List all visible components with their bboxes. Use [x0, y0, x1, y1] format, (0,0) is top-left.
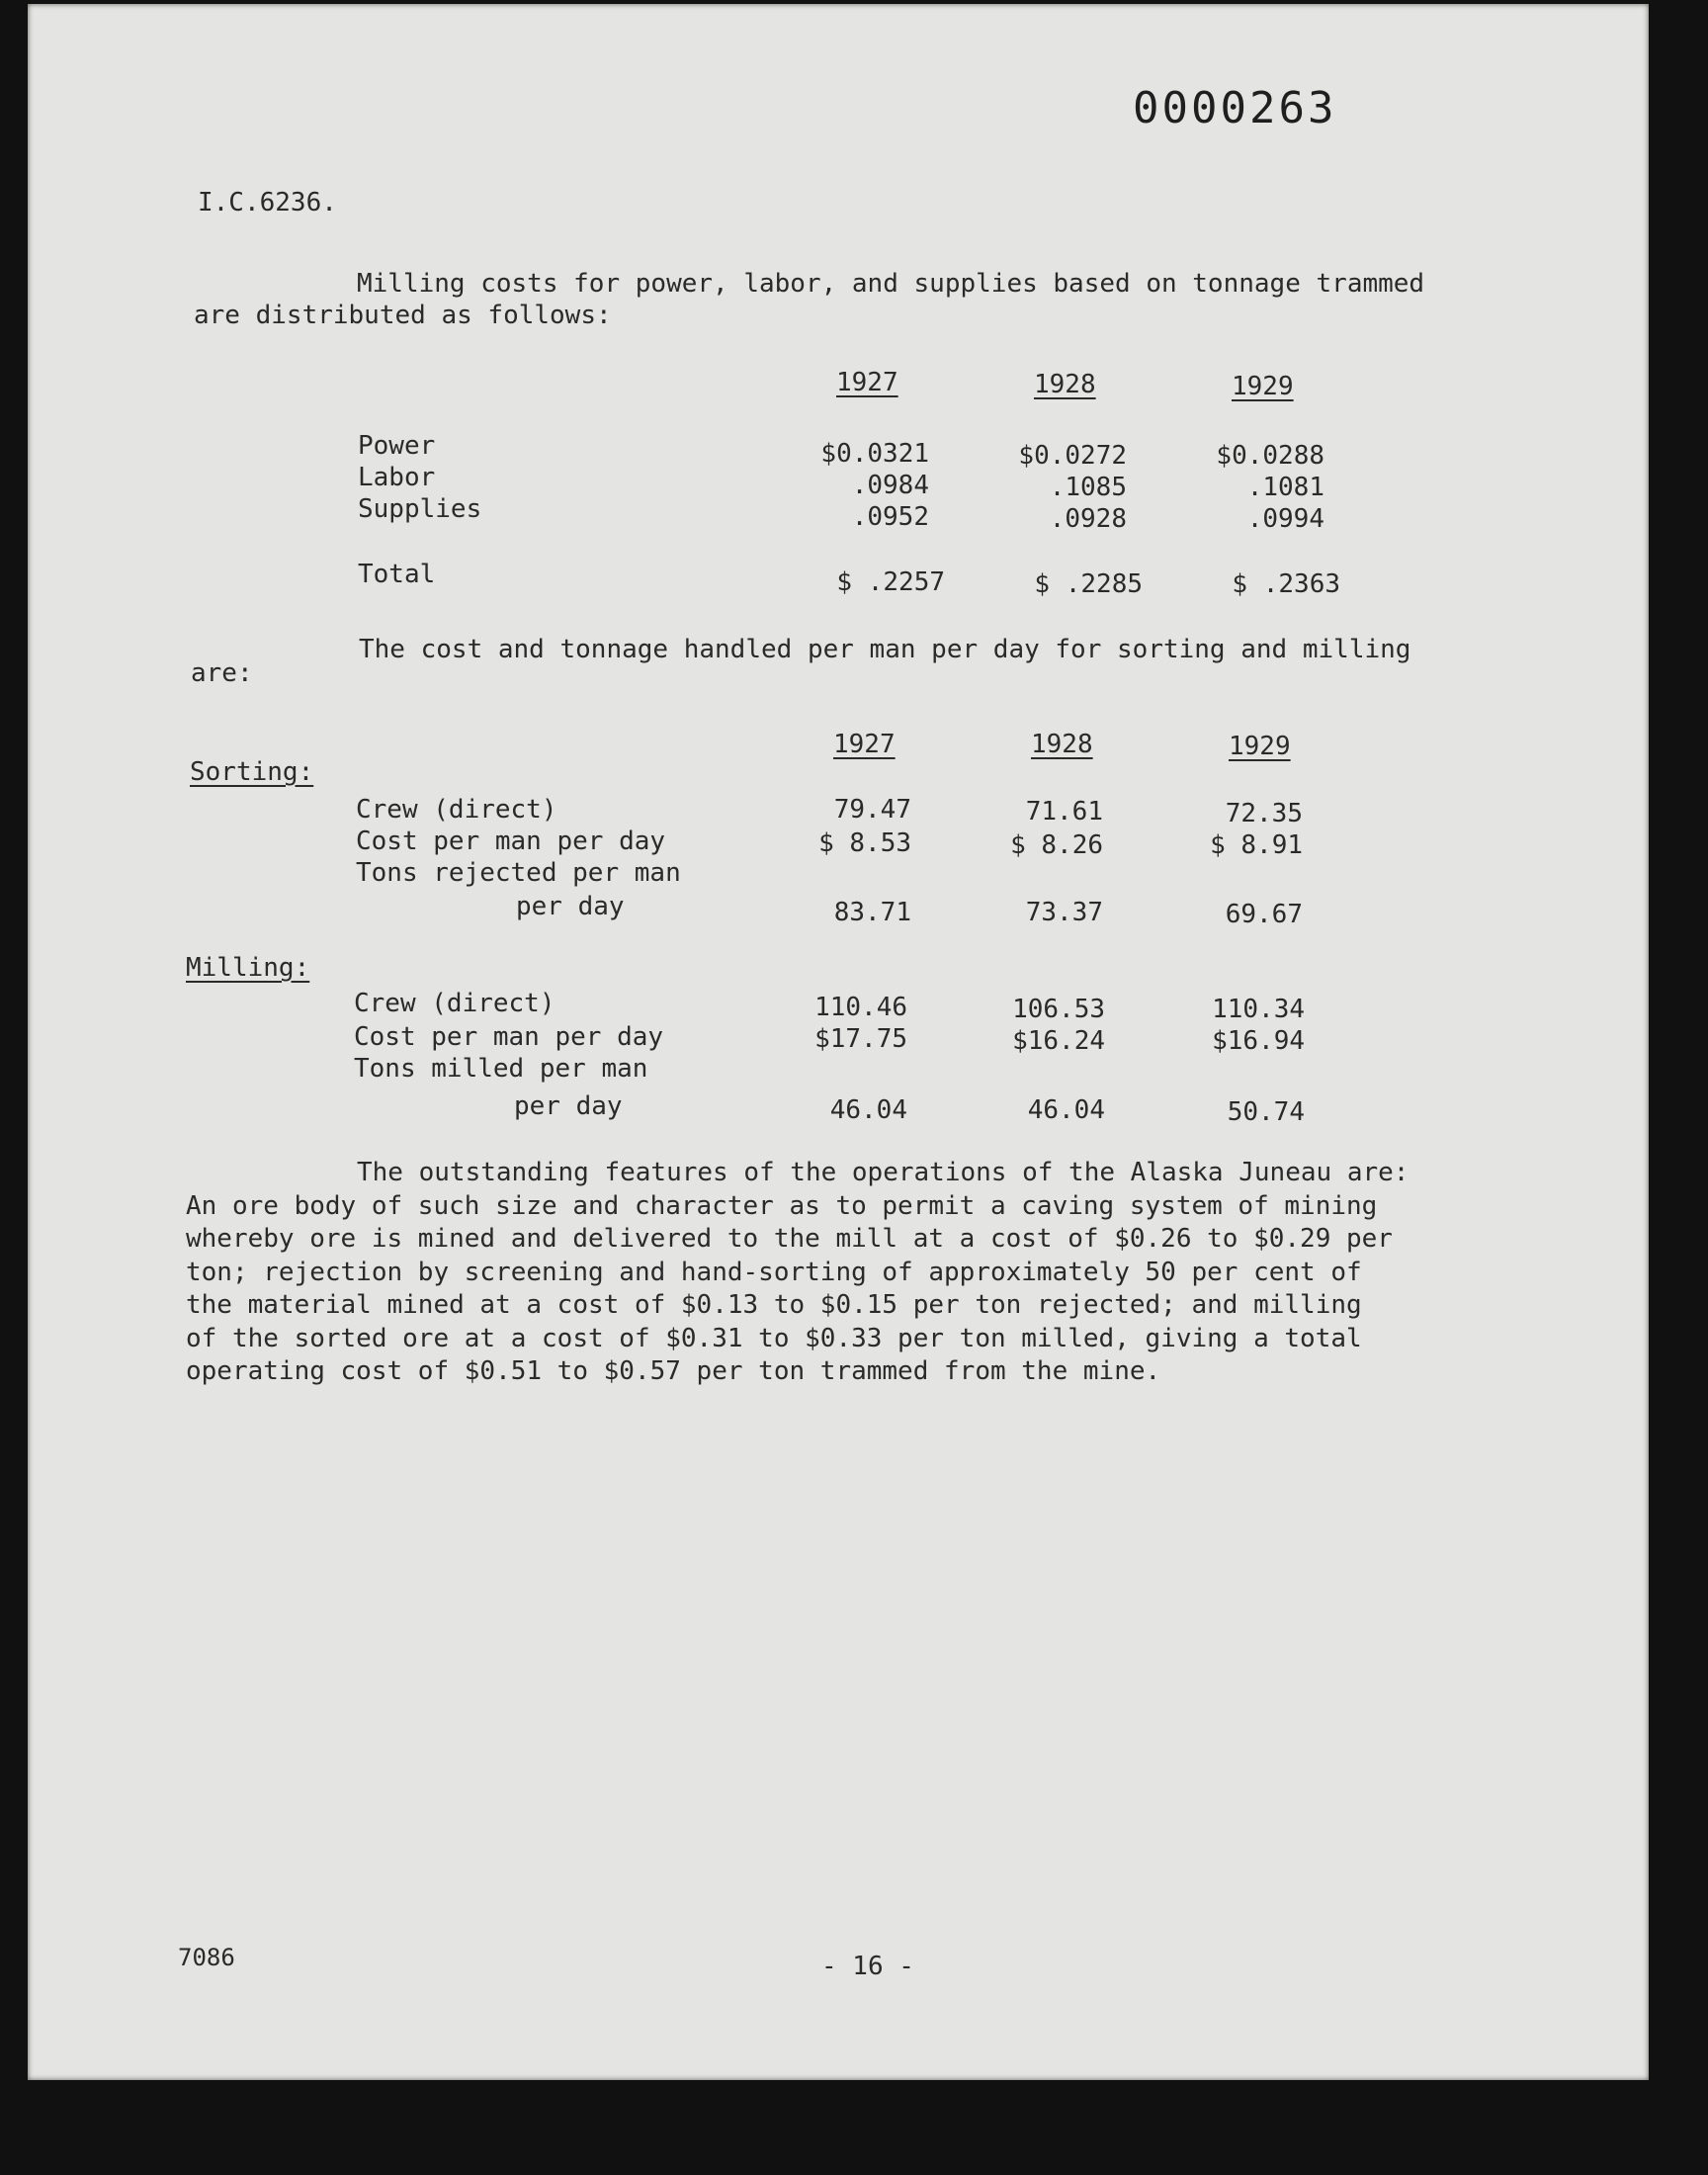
cost-year-1928: 1928: [1034, 370, 1096, 399]
intro-line-2: are distributed as follows:: [194, 301, 612, 330]
sorting-row-label: Crew (direct): [356, 795, 557, 825]
intro-line-1: Milling costs for power, labor, and supplies based on tonnage trammed: [357, 269, 1425, 299]
closing-line: An ore body of such size and character as to permit a caving system of mining: [186, 1191, 1378, 1221]
sorting-cell: $ 8.26: [1010, 830, 1103, 860]
second-intro-line-1: The cost and tonnage handled per man per day for sorting and milling: [359, 635, 1411, 664]
milling-cell: 50.74: [1227, 1097, 1305, 1127]
sorting-cell: $ 8.53: [818, 828, 911, 858]
milling-cell: 46.04: [1027, 1095, 1105, 1125]
sorting-row-label: Tons rejected per man: [356, 858, 681, 888]
cost-year-1927: 1927: [836, 368, 898, 397]
cost-total-cell: $ .2285: [1034, 569, 1143, 599]
cost-cell: .0952: [851, 502, 929, 532]
cost-cell: $0.0272: [1018, 441, 1127, 471]
sm-year-1928: 1928: [1031, 730, 1093, 759]
sm-year-1929: 1929: [1229, 732, 1291, 761]
sorting-heading: Sorting:: [190, 757, 314, 787]
cost-row-label: Labor: [358, 463, 436, 492]
cost-total-label: Total: [358, 560, 436, 589]
closing-line: operating cost of $0.51 to $0.57 per ton trammed from the mine.: [186, 1356, 1161, 1386]
milling-heading: Milling:: [186, 953, 310, 983]
closing-line: of the sorted ore at a cost of $0.31 to $0.33 per ton milled, giving a total: [186, 1324, 1362, 1353]
cost-cell: .1081: [1246, 473, 1324, 502]
cost-cell: $0.0288: [1216, 441, 1324, 471]
sorting-cell: 83.71: [833, 898, 911, 927]
closing-line: whereby ore is mined and delivered to the mill at a cost of $0.26 to $0.29 per: [186, 1224, 1393, 1254]
stamp-number: 0000263: [1133, 83, 1337, 133]
second-intro-line-2: are:: [191, 658, 253, 688]
sorting-cell: $ 8.91: [1210, 830, 1303, 860]
sorting-cell: 73.37: [1025, 898, 1103, 927]
milling-cell: $17.75: [814, 1024, 907, 1054]
cost-cell: .1085: [1049, 473, 1127, 502]
milling-cell: $16.24: [1012, 1026, 1105, 1056]
cost-cell: .0928: [1049, 504, 1127, 534]
document-page: [28, 4, 1649, 2080]
closing-line: The outstanding features of the operations of the Alaska Juneau are:: [357, 1158, 1409, 1187]
milling-cell: 46.04: [829, 1095, 907, 1125]
cost-total-cell: $ .2257: [836, 567, 945, 597]
bleed-through-shadow: [1342, 716, 1560, 1131]
milling-cell: 110.46: [814, 993, 907, 1022]
milling-cell: $16.94: [1212, 1026, 1305, 1056]
sorting-row-label: Cost per man per day: [356, 826, 666, 856]
cost-cell: $0.0321: [820, 439, 929, 469]
milling-row-label: Cost per man per day: [354, 1022, 664, 1052]
cost-row-label: Power: [358, 431, 436, 461]
milling-cell: 106.53: [1012, 995, 1105, 1024]
milling-row-label: per day: [514, 1091, 623, 1121]
header-reference: I.C.6236.: [198, 188, 337, 218]
footer-left-code: 7086: [178, 1944, 235, 1971]
milling-cell: 110.34: [1212, 995, 1305, 1024]
milling-row-label: Tons milled per man: [354, 1054, 648, 1084]
sorting-cell: 71.61: [1025, 797, 1103, 826]
cost-cell: .0994: [1246, 504, 1324, 534]
sorting-cell: 69.67: [1225, 900, 1303, 929]
closing-line: ton; rejection by screening and hand-sorting of approximately 50 per cent of: [186, 1258, 1362, 1287]
cost-total-cell: $ .2363: [1232, 569, 1340, 599]
cost-cell: .0984: [851, 471, 929, 500]
page-number: - 16 -: [821, 1952, 914, 1981]
milling-row-label: Crew (direct): [354, 989, 555, 1018]
sm-year-1927: 1927: [833, 730, 896, 759]
cost-row-label: Supplies: [358, 494, 482, 524]
sorting-cell: 72.35: [1225, 799, 1303, 828]
closing-line: the material mined at a cost of $0.13 to $0.15 per ton rejected; and milling: [186, 1290, 1362, 1320]
sorting-cell: 79.47: [833, 795, 911, 825]
sorting-row-label: per day: [516, 892, 625, 921]
cost-year-1929: 1929: [1232, 372, 1294, 401]
